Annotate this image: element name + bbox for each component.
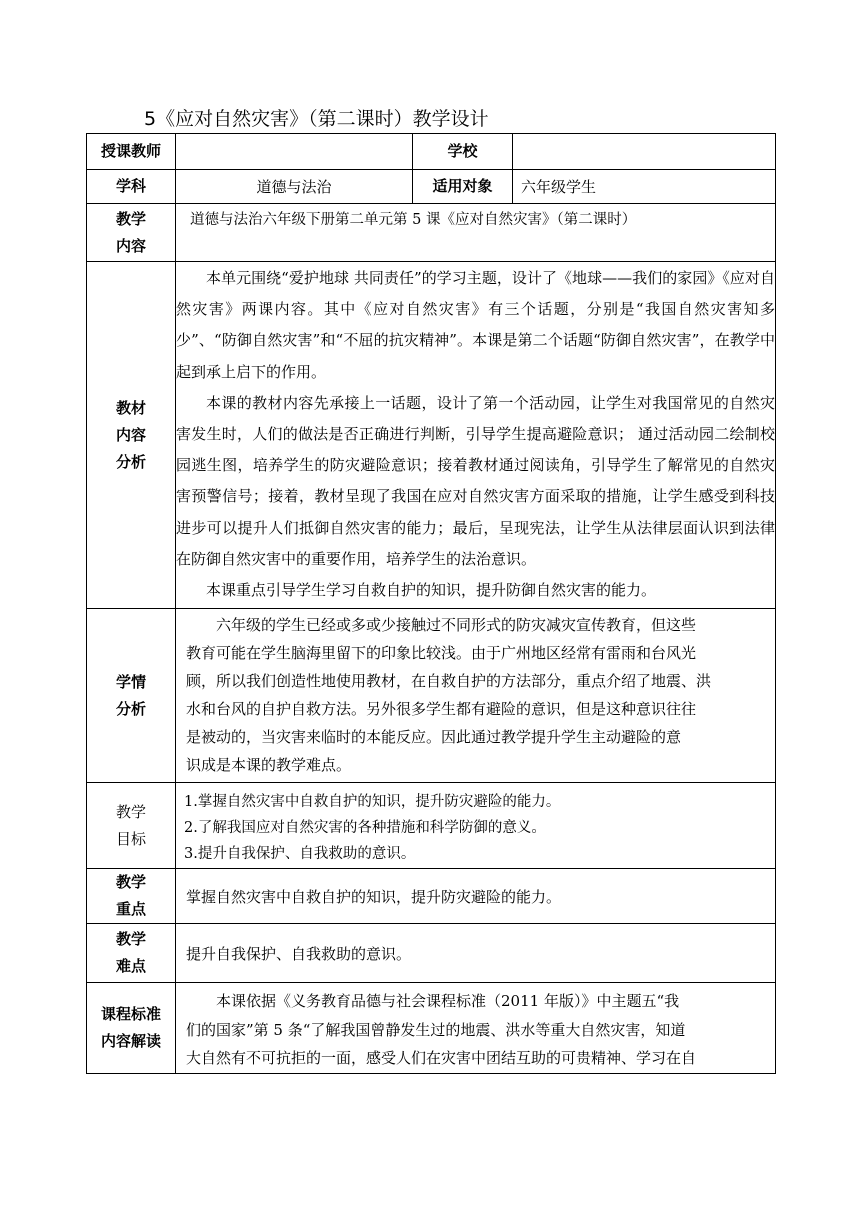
learner-line: 是被动的，当灾害来临时的本能反应。因此通过教学提升学生主动避险的意	[186, 728, 682, 746]
row-content	[87, 204, 776, 262]
learner-label-line: 分析	[115, 699, 146, 718]
row-learner-analysis	[87, 609, 776, 783]
school-label: 学校	[413, 134, 513, 170]
material-label-line: 内容	[115, 425, 146, 444]
document-title: 5《应对自然灾害》（第二课时）教学设计	[144, 108, 489, 130]
standards-line: 们的国家”第 5 条“了解我国曾静发生过的地震、洪水等重大自然灾害，知道	[186, 1020, 686, 1039]
material-label-line: 教材	[115, 398, 146, 417]
objective-item: 3.提升自我保护、自我救助的意识。	[184, 846, 416, 862]
standards-text	[176, 983, 776, 1074]
objectives-label	[87, 783, 176, 869]
learner-line: 顾，所以我们创造性地使用教材，在自救自护的方法部分，重点介绍了地震、洪	[186, 672, 712, 690]
content-label	[87, 204, 176, 262]
objectives-label-line: 目标	[115, 829, 146, 848]
key-points-label-line: 重点	[115, 900, 146, 918]
learner-line: 水和台风的自护自救方法。另外很多学生都有避险的意识，但是这种意识往往	[186, 700, 697, 718]
difficulties-label-line: 教学	[115, 930, 146, 948]
row-standards	[87, 983, 776, 1074]
difficulties-label	[87, 924, 176, 983]
row-subject-audience	[87, 170, 776, 204]
standards-line: 本课依据《义务教育品德与社会课程标准（2011 年版）》中主题五“我	[216, 992, 680, 1010]
material-paragraph: 本课重点引导学生学习自救自护的知识，提升防御自然灾害的能力。	[206, 581, 657, 600]
objectives-list	[176, 783, 776, 869]
material-label-line: 分析	[115, 452, 146, 471]
learner-line: 识成是本课的教学难点。	[186, 756, 352, 774]
learner-analysis-label	[87, 609, 176, 783]
teacher-value	[176, 134, 413, 170]
objective-item: 1.掌握自然灾害中自救自护的知识，提升防灾避险的能力。	[184, 794, 561, 810]
lesson-plan-table	[86, 133, 776, 1074]
row-material-analysis	[87, 262, 776, 609]
standards-label	[87, 983, 176, 1074]
objective-item: 2.了解我国应对自然灾害的各种措施和科学防御的意义。	[184, 820, 546, 836]
key-points-text: 掌握自然灾害中自救自护的知识，提升防灾避险的能力。	[176, 869, 776, 924]
learner-analysis-text	[176, 609, 776, 783]
key-points-label-line: 教学	[115, 873, 146, 891]
material-analysis-text	[176, 262, 776, 609]
material-paragraph: 本课的教材内容先承接上一话题，设计了第一个活动园，让学生对我国常见的自然灾害发生时，人们的做法是否正确进行判断，引导学生提高避险意识； 通过活动园二绘制校园逃生图，培养学生的防灾避险意识；接着教材通过阅读角，引导学生了解常见的自然灾害预警信号；接着，教材呈现了我国在应对自然灾害方面采取的措施，让学生感受到科技进步可以提升人们抵御自然灾害的能力；最后，呈现宪法，让学生从法律层面认识到法律在防御自然灾害中的重要作用，培养学生的法治意识。	[176, 393, 775, 568]
content-text: 道德与法治六年级下册第二单元第 5 课《应对自然灾害》（第二课时）	[176, 204, 776, 262]
key-points-label	[87, 869, 176, 924]
learner-line: 六年级的学生已经或多或少接触过不同形式的防灾减灾宣传教育，但这些	[216, 616, 697, 634]
standards-label-line: 课程标准	[100, 1005, 161, 1023]
difficulties-label-line: 难点	[115, 957, 146, 975]
standards-line: 大自然有不可抗拒的一面，感受人们在灾害中团结互助的可贵精神、学习在自	[186, 1049, 697, 1067]
learner-label-line: 学情	[115, 672, 146, 691]
subject-label: 学科	[87, 170, 176, 204]
row-difficulties	[87, 924, 776, 983]
subject-value: 道德与法治	[176, 170, 413, 204]
content-label-line: 内容	[115, 236, 146, 255]
learner-line: 教育可能在学生脑海里留下的印象比较浅。由于广州地区经常有雷雨和台风光	[186, 644, 697, 662]
row-key-points	[87, 869, 776, 924]
school-value	[513, 134, 776, 170]
content-label-line: 教学	[115, 209, 146, 228]
difficulties-text: 提升自我保护、自我救助的意识。	[176, 924, 776, 983]
row-objectives	[87, 783, 776, 869]
material-paragraph: 本单元围绕“爱护地球 共同责任”的学习主题，设计了《地球——我们的家园》《应对自然灾害》两课内容。其中《应对自然灾害》有三个话题，分别是“我国自然灾害知多少”、“防御自然灾害”和“不屈的抗灾精神”。本课是第二个话题“防御自然灾害”，在教学中起到承上启下的作用。	[176, 269, 775, 381]
audience-label: 适用对象	[413, 170, 513, 204]
audience-value: 六年级学生	[513, 170, 776, 204]
teacher-label: 授课教师	[87, 134, 176, 170]
standards-label-line: 内容解读	[100, 1032, 161, 1050]
row-teacher-school	[87, 134, 776, 170]
material-analysis-label	[87, 262, 176, 609]
objectives-label-line: 教学	[115, 802, 146, 821]
